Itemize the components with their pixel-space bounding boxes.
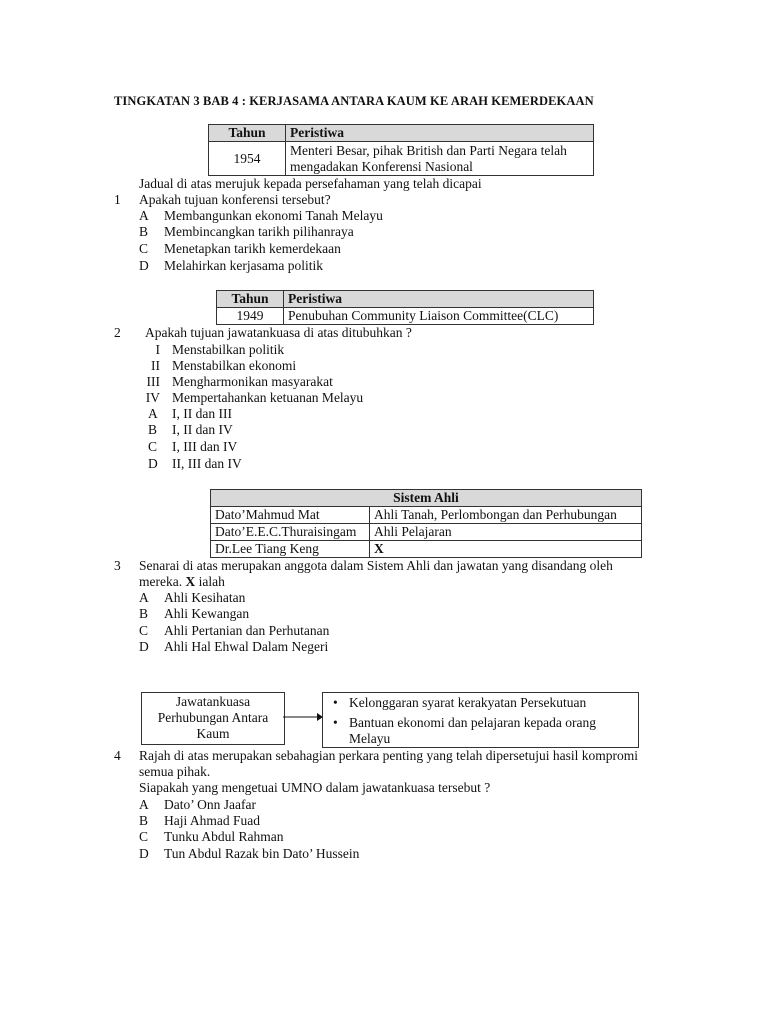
table-header-peristiwa: Peristiwa <box>286 125 594 142</box>
diagram-bullet <box>349 715 638 747</box>
q2-option-letter: C <box>148 439 158 454</box>
table-cell-name: Dato’E.E.C.Thuraisingam <box>211 524 370 541</box>
q2-statement: Mempertahankan ketuanan Melayu <box>172 390 364 405</box>
table-header-peristiwa: Peristiwa <box>284 291 594 308</box>
q2-statement: Menstabilkan politik <box>172 342 285 357</box>
diagram-bullet <box>349 695 638 711</box>
q4-question-line: Rajah di atas merupakan sebahagian perkara penting yang telah dipersetujui hasil kompromi <box>139 748 638 763</box>
q3-question-line <box>139 574 225 590</box>
q3-option-text: Ahli Hal Ehwal Dalam Negeri <box>164 639 329 654</box>
q2-option-letter: D <box>148 456 158 471</box>
q3-option-text: Ahli Pertanian dan Perhutanan <box>164 623 330 638</box>
q3-number: 3 <box>114 558 121 573</box>
q2-roman: IV <box>145 390 160 405</box>
q2-roman: III <box>146 374 160 389</box>
q4-option-text: Tun Abdul Razak bin Dato’ Hussein <box>164 846 360 861</box>
q3-option-text: Ahli Kewangan <box>164 606 250 621</box>
q3-text: ialah <box>195 574 225 589</box>
q1-option-letter: C <box>139 241 149 256</box>
q1-option-letter: A <box>139 208 149 223</box>
q3-option-text: Ahli Kesihatan <box>164 590 246 605</box>
diagram-bullet-text: Melayu <box>349 731 391 746</box>
q3-option-letter: C <box>139 623 149 638</box>
table-header-tahun: Tahun <box>209 125 286 142</box>
table-cell-post: Ahli Tanah, Perlombongan dan Perhubungan <box>370 507 642 524</box>
table-header-sistem-ahli: Sistem Ahli <box>211 490 642 507</box>
table-cell-name: Dato’Mahmud Mat <box>211 507 370 524</box>
q4-number: 4 <box>114 748 121 763</box>
q2-statement: Menstabilkan ekonomi <box>172 358 297 373</box>
diagram-bullet-text: • Bantuan ekonomi dan pelajaran kepada orang <box>349 715 597 730</box>
q4-option-letter: C <box>139 829 149 844</box>
q2-roman: II <box>151 358 160 373</box>
diagram-bullet-text: Kelonggaran syarat kerakyatan Persekutuan <box>349 695 587 710</box>
table-cell-post: X <box>370 541 642 558</box>
diagram-left-line: Perhubungan Antara <box>157 710 269 725</box>
diagram-right-box <box>322 692 639 748</box>
q2-option-text: II, III dan IV <box>172 456 242 471</box>
q2-option-letter: B <box>148 422 158 437</box>
q1-question: Apakah tujuan konferensi tersebut? <box>139 192 331 207</box>
q1-option-letter: B <box>139 224 149 239</box>
q4-option-text: Tunku Abdul Rahman <box>164 829 284 844</box>
q4-option-letter: B <box>139 813 149 828</box>
q4-question-line: Siapakah yang mengetuai UMNO dalam jawatankuasa tersebut ? <box>139 780 491 795</box>
q2-option-letter: A <box>148 406 158 421</box>
q1-option-letter: D <box>139 258 149 273</box>
q1-option-text: Menetapkan tarikh kemerdekaan <box>164 241 341 256</box>
q1-intro: Jadual di atas merujuk kepada persefahaman yang telah dicapai <box>139 176 482 191</box>
diagram-left-line: Jawatankuasa <box>175 694 251 709</box>
q4-option-text: Haji Ahmad Fuad <box>164 813 260 828</box>
q1-option-text: Membangunkan ekonomi Tanah Melayu <box>164 208 383 223</box>
table-cell-post: Ahli Pelajaran <box>370 524 642 541</box>
event-line: mengadakan Konferensi Nasional <box>290 158 473 174</box>
q4-question-line: semua pihak. <box>139 764 211 779</box>
q3-option-letter: D <box>139 639 149 654</box>
diagram-left-line: Kaum <box>196 726 230 741</box>
q4-option-letter: A <box>139 797 149 812</box>
page-title: TINGKATAN 3 BAB 4 : KERJASAMA ANTARA KAUM KE ARAH KEMERDEKAAN <box>114 94 594 108</box>
q2-question: Apakah tujuan jawatankuasa di atas ditubuhkan ? <box>145 325 412 340</box>
q3-x-marker: X <box>185 574 196 589</box>
table-cell-year: 1949 <box>217 308 284 325</box>
table-header-tahun: Tahun <box>217 291 284 308</box>
q3-text: mereka. <box>139 574 186 589</box>
diagram-left-box <box>141 692 285 745</box>
q4-option-text: Dato’ Onn Jaafar <box>164 797 256 812</box>
q3-question-line: Senarai di atas merupakan anggota dalam Sistem Ahli dan jawatan yang disandang oleh <box>139 558 613 573</box>
q2-roman: I <box>155 342 160 357</box>
q1-number: 1 <box>114 192 121 207</box>
q4-option-letter: D <box>139 846 149 861</box>
q1-option-text: Melahirkan kerjasama politik <box>164 258 323 273</box>
q3-option-letter: A <box>139 590 149 605</box>
q2-option-text: I, II dan IV <box>172 422 233 437</box>
q3-option-letter: B <box>139 606 149 621</box>
table-1949 <box>216 290 594 325</box>
table-cell-event: Penubuhan Community Liaison Committee(CLC) <box>284 308 594 325</box>
q2-number: 2 <box>114 325 121 340</box>
q2-option-text: I, II dan III <box>172 406 232 421</box>
q2-statement: Mengharmonikan masyarakat <box>172 374 333 389</box>
event-line: Menteri Besar, pihak British dan Parti Negara telah <box>290 142 567 158</box>
table-cell-event <box>286 142 594 176</box>
q1-option-text: Membincangkan tarikh pilihanraya <box>164 224 354 239</box>
q2-option-text: I, III dan IV <box>172 439 238 454</box>
table-1954 <box>208 124 594 176</box>
table-cell-year: 1954 <box>209 142 286 176</box>
diagram-arrow <box>283 711 323 723</box>
table-cell-name: Dr.Lee Tiang Keng <box>211 541 370 558</box>
table-sistem-ahli <box>210 489 642 558</box>
